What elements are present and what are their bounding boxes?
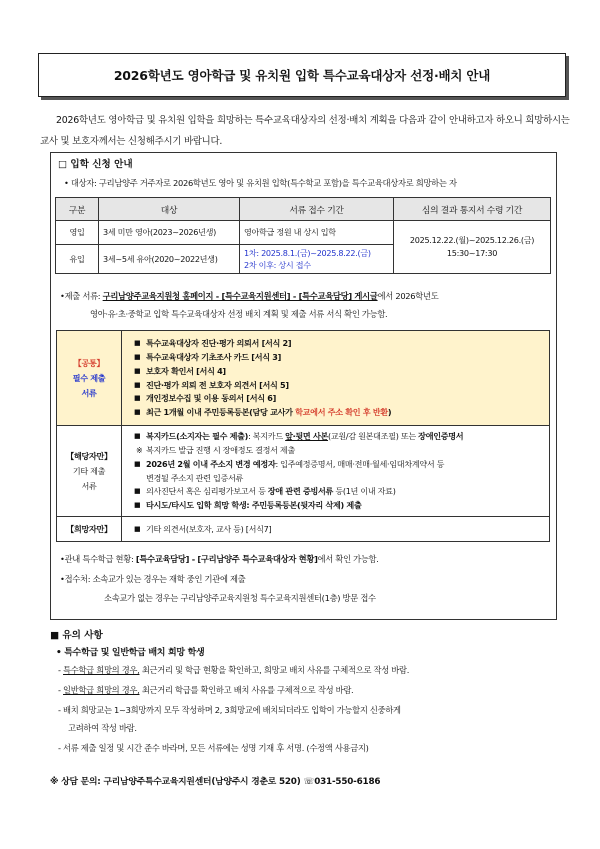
col-type: 구분: [56, 198, 99, 221]
welfare-card-item: ■ 복지카드(소지자는 필수 제출): 복지카드 앞·뒷면 사본(교원/감 원본대조필) 또는 장애인증명서: [134, 430, 541, 444]
documents-table: [56, 330, 550, 542]
address-change-line2: 변경될 주소지 관련 입증서류: [146, 472, 244, 483]
address-change-item: ■ 2026년 2월 이내 주소지 변경 예정자: 입주예정증명서, 매매·전매·월세·임대차계약서 등: [134, 458, 541, 472]
required-docs-list: [122, 331, 550, 426]
note-special-class: - 특수학급 희망의 경우, 최근거리 및 학급 현황을 확인하고, 희망교 배치 사유를 구체적으로 작성 바람.: [58, 665, 410, 675]
welfare-card-note: ※ 복지카드 발급 진행 시 장애정도 결정서 제출: [134, 444, 541, 458]
section-apply-heading: □ 입학 신청 안내: [58, 159, 133, 170]
row2-period: [240, 245, 394, 274]
diagnosis-suffix: 등(1년 이내 자료): [333, 486, 396, 497]
required-item: ■ 특수교육대상자 기초조사 카드 [서식 3]: [134, 351, 541, 365]
required-item: ■ 특수교육대상자 진단·평가 의뢰서 [서식 2]: [134, 337, 541, 351]
row2-target: 3세~5세 유아(2020~2022년생): [99, 245, 240, 274]
document-title-box: [38, 53, 566, 97]
document-title: 2026학년도 영아학급 및 유치원 입학 특수교육대상자 선정·배치 안내: [113, 68, 491, 83]
intro-paragraph: 2026학년도 영아학급 및 유치원 입학을 희망하는 특수교육대상자의 선정·배치 계획을 다음과 같이 안내하고자 하오니 희망하시는 교사 및 보호자께서는 신청해주시기 바랍니다.: [40, 115, 570, 147]
note-deadline: - 서류 제출 일정 및 시간 준수 바라며, 모든 서류에는 성명 기재 후 서명. (수정액 사용금지): [58, 743, 369, 753]
hope-docs-label: 【희망자만】: [57, 517, 122, 542]
row1-period: 영아학급 정원 내 상시 입학: [240, 221, 394, 245]
notice-time: 15:30~17:30: [446, 248, 498, 258]
section-notes-heading: ■ 유의 사항: [50, 630, 103, 641]
notice-period: [394, 221, 551, 274]
other-province-item: ■ 타시도/타시도 입학 희망 학생: 주민등록등본(뒷자리 삭제) 제출: [134, 499, 541, 513]
required-item-resident: ■ 최근 1개월 이내 주민등록등본(담당 교사가 학교에서 주소 확인 후 반환): [134, 406, 541, 420]
note-preference: - 배치 희망교는 1~3희망까지 모두 작성하며 2, 3희망교에 배치되더라도 입학이 가능할지 신중하게: [58, 705, 401, 715]
col-period: 서류 접수 기간: [240, 198, 394, 221]
note-preference-line2: 고려하여 작성 바람.: [68, 723, 137, 733]
hope-item: ■ 기타 의견서(보호자, 교사 등) [서식7]: [134, 523, 541, 537]
col-target: 대상: [99, 198, 240, 221]
relevant-docs-label: 【해당자만】 기타 제출 서류: [57, 426, 122, 517]
row2-period-first: 1차: 2025.8.1.(금)~2025.8.22.(금): [244, 248, 371, 258]
status-line: •관내 특수학급 현황: [특수교육담당] - [구리남양주 특수교육대상자 현황]에서 확인 가능함.: [60, 554, 379, 564]
contact-line: ※ 상담 문의: 구리남양주특수교육지원센터(남양주시 경춘로 520) ☏031-550-6186: [50, 777, 381, 787]
schedule-table: [55, 197, 551, 274]
notice-date: 2025.12.22.(월)~2025.12.26.(금): [409, 235, 535, 245]
note-general-class: - 일반학급 희망의 경우, 최근거리 학급를 확인하고 배치 사유를 구체적으로 작성 바람.: [58, 685, 354, 695]
col-notice: 심의 결과 통지서 수령 기간: [394, 198, 551, 221]
relevant-docs-list: [122, 426, 550, 517]
required-item: ■ 진단·평가 의뢰 전 보호자 의견서 [서식 5]: [134, 379, 541, 393]
row1-target: 3세 미만 영아(2023~2026년생): [99, 221, 240, 245]
required-docs-label: 【공통】 필수 제출 서류: [57, 331, 122, 426]
row2-period-second: 2차 이후: 상시 접수: [244, 260, 311, 270]
office-line-2: 소속교가 없는 경우는 구리남양주교육지원청 특수교육지원센터(1층) 방문 접수: [104, 593, 376, 603]
diagnosis-item: ■ 의사진단서 혹은 심리평가보고서 등 장애 관련 증빙서류 등(1년 이내 자료): [134, 485, 541, 499]
docs-line-2: 영아·유·초·중학교 입학 특수교육대상자 선정 배치 계획 및 제출 서류 서식 확인 가능함.: [90, 309, 388, 319]
hope-docs-list: [122, 517, 550, 542]
docs-prefix: •제출 서류:: [60, 291, 103, 301]
row1-type: 영입: [56, 221, 99, 245]
notes-subheading: • 특수학급 및 일반학급 배치 희망 학생: [56, 648, 205, 658]
docs-line: [60, 290, 438, 302]
target-line: • 대상자: 구리남양주 거주자로 2026학년도 영아 및 유치원 입학(특수학교 포함)을 특수교육대상자로 희망하는 자: [64, 178, 457, 188]
docs-link[interactable]: 구리남양주교육지원청 홈페이지 - [특수교육지원센터] - [특수교육담당] 게시글: [102, 291, 378, 301]
required-item: ■ 개인정보수집 및 이용 동의서 [서식 6]: [134, 392, 541, 406]
required-item: ■ 보호자 확인서 [서식 4]: [134, 365, 541, 379]
office-line-1: •접수처: 소속교가 있는 경우는 재학 중인 기관에 제출: [60, 574, 246, 584]
docs-suffix: 에서 2026학년도: [377, 291, 439, 301]
row2-type: 유입: [56, 245, 99, 274]
